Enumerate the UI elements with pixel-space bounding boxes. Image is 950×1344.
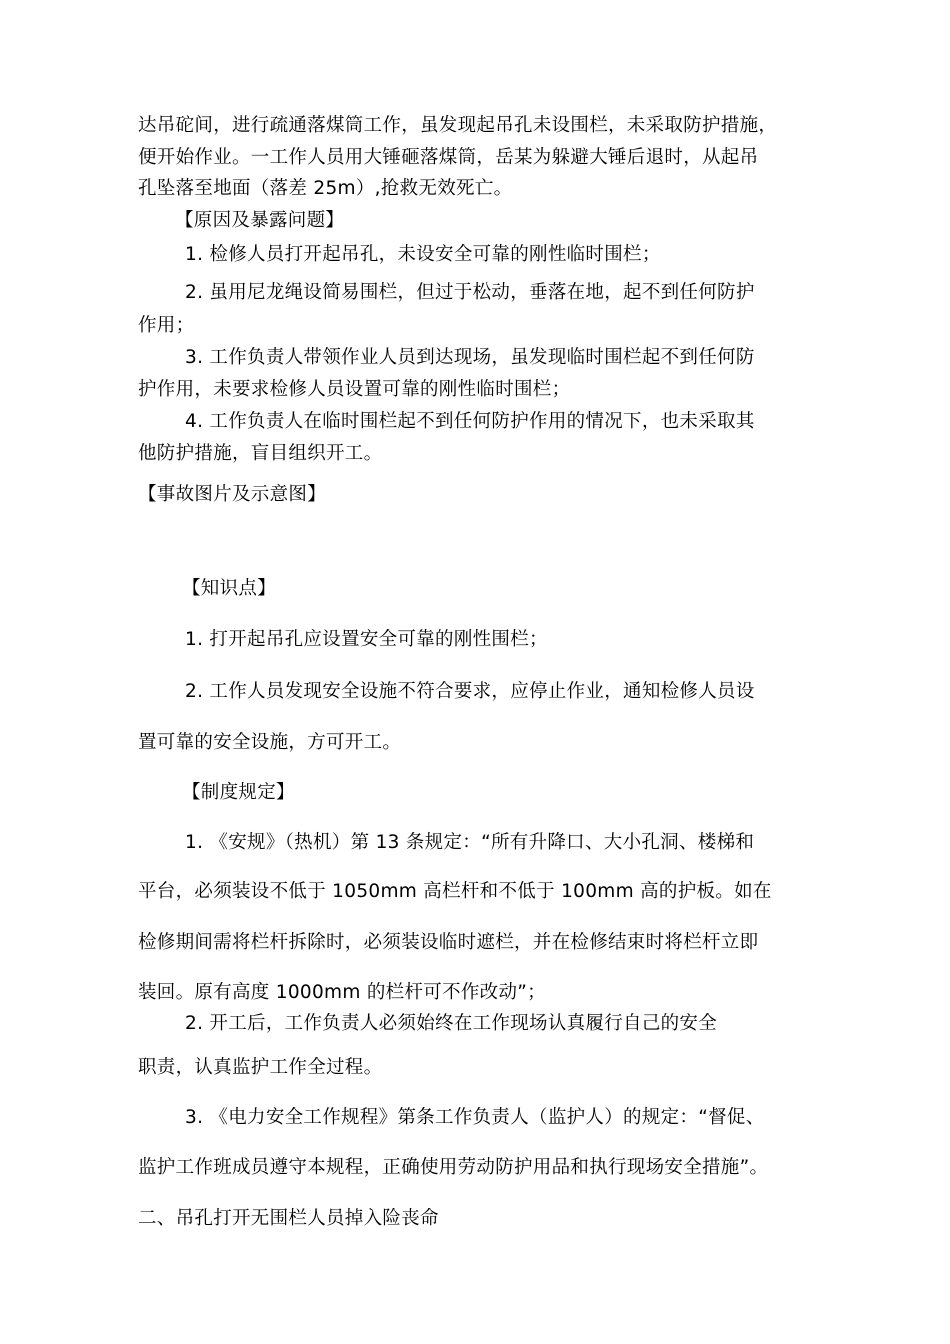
cause-item-cont: 他防护措施，盲目组织开工。 xyxy=(138,443,383,464)
knowledge-item: 2. 工作人员发现安全设施不符合要求，应停止作业，通知检修人员设 xyxy=(185,681,755,702)
cause-item: 2. 虽用尼龙绳设简易围栏，但过于松动，垂落在地，起不到任何防护 xyxy=(185,282,755,303)
knowledge-item-cont: 置可靠的安全设施，方可开工。 xyxy=(138,732,402,753)
section-two-title: 二、吊孔打开无围栏人员掉入险丧命 xyxy=(138,1208,439,1229)
intro-line: 便开始作业。一工作人员用大锤砸落煤筒，岳某为躲避大锤后退时，从起吊 xyxy=(138,147,759,168)
rules-item: 3. 《电力安全工作规程》第条工作负责人（监护人）的规定：“督促、 xyxy=(185,1107,765,1128)
cause-heading: 【原因及暴露问题】 xyxy=(175,210,345,231)
cause-item-cont: 作用； xyxy=(138,315,195,336)
knowledge-item: 1. 打开起吊孔应设置安全可靠的刚性围栏； xyxy=(185,629,548,650)
cause-item: 4. 工作负责人在临时围栏起不到任何防护作用的情况下，也未采取其 xyxy=(185,411,755,432)
intro-line: 达吊砣间，进行疏通落煤筒工作，虽发现起吊孔未设围栏，未采取防护措施， xyxy=(138,115,778,136)
cause-item-cont: 护作用，未要求检修人员设置可靠的刚性临时围栏； xyxy=(138,379,571,400)
rules-item-cont: 职责，认真监护工作全过程。 xyxy=(138,1057,383,1078)
rules-item: 1. 《安规》（热机）第 13 条规定：“所有升降口、大小孔洞、楼梯和 xyxy=(185,832,755,853)
rules-item: 2. 开工后，工作负责人必须始终在工作现场认真履行自己的安全 xyxy=(185,1013,718,1034)
pictures-heading: 【事故图片及示意图】 xyxy=(138,484,327,505)
rules-item-cont: 平台，必须装设不低于 1050mm 高栏杆和不低于 100mm 高的护板。如在 xyxy=(138,881,772,902)
cause-item: 1. 检修人员打开起吊孔，未设安全可靠的刚性临时围栏； xyxy=(185,244,661,265)
rules-item-cont: 装回。原有高度 1000mm 的栏杆可不作改动”； xyxy=(138,982,546,1003)
rules-item-cont: 检修期间需将栏杆拆除时，必须装设临时遮栏，并在检修结束时将栏杆立即 xyxy=(138,932,759,953)
rules-item-cont: 监护工作班成员遵守本规程，正确使用劳动防护用品和执行现场安全措施”。 xyxy=(138,1157,769,1178)
cause-item: 3. 工作负责人带领作业人员到达现场，虽发现临时围栏起不到任何防 xyxy=(185,347,755,368)
knowledge-heading: 【知识点】 xyxy=(182,578,277,599)
rules-heading: 【制度规定】 xyxy=(182,782,295,803)
intro-line: 孔坠落至地面（落差 25m）,抢救无效死亡。 xyxy=(138,178,513,199)
